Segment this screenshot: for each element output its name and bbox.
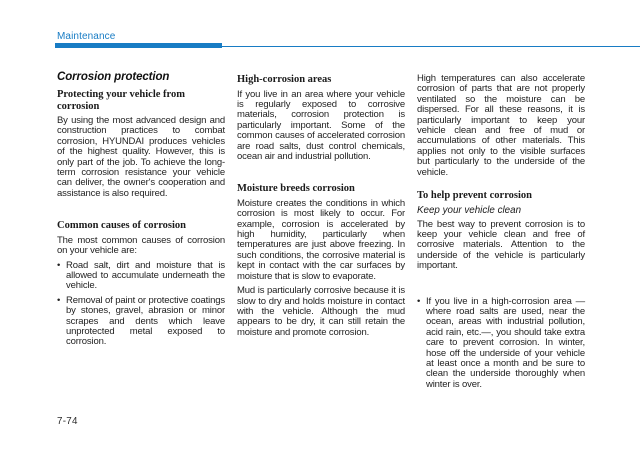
bullet-item: [417, 297, 585, 391]
paragraph: The best way to prevent corrosion is to keep your vehicle clean and free of corrosive materials. Attention to the underside of the vehicle is particularly important.: [417, 218, 585, 272]
page-number: 7-74: [57, 416, 78, 427]
section-heading-common-causes: Common causes of corrosion: [57, 220, 187, 232]
bullet-item: [57, 296, 225, 348]
paragraph: The most common causes of corrosion on your vehicle are:: [57, 234, 225, 257]
column-2: [237, 71, 405, 394]
column-1: [57, 71, 225, 394]
paragraph: High temperatures can also accelerate corrosion of parts that are not properly ventilated so the moisture can be dispersed. For all these reasons, it is particularly important to keep your vehicle clean and free of mud or accumulations of other materials. This applies not only to the visible surfaces but particularly to the underside of the vehicle.: [417, 73, 585, 178]
bullet-text: Removal of paint or protective coatings by stones, gravel, abrasion or minor scrapes and dents which leave unprotected metal exposed to corrosion.: [66, 294, 225, 348]
section-heading-moisture: Moisture breeds corrosion: [237, 183, 355, 195]
section-heading-prevent: To help prevent corrosion: [417, 190, 533, 202]
section-heading-protecting: Protecting your vehicle from corrosion: [57, 89, 186, 112]
paragraph: If you live in an area where your vehicle is regularly exposed to corrosive materials, corrosion protection is particularly important. Some of the common causes of accelerated corrosion are road salts, dust control chemicals, ocean air and industrial pollution.: [237, 88, 405, 162]
paragraph: Moisture creates the conditions in which corrosion is most likely to occur. For example, corrosion is accelerated by high humidity, particularly when temperatures are just above freezing. In such conditions, the corrosive material is kept in contact with the car surfaces by moisture that is slow to evaporate.: [237, 197, 405, 282]
page-columns: [57, 71, 585, 394]
header-accent-bar: [55, 43, 222, 48]
bullet-glyph: •: [57, 259, 61, 271]
bullet-text: Road salt, dirt and moisture that is allowed to accumulate underneath the vehicle.: [66, 259, 225, 292]
bullet-glyph: •: [417, 295, 421, 307]
bullet-glyph: •: [57, 294, 61, 306]
subsection-heading-keep-clean: Keep your vehicle clean: [417, 204, 522, 216]
bullet-list: [57, 261, 225, 348]
paragraph: Mud is particularly corrosive because it is slow to dry and holds moisture in contact with the vehicle. Although the mud appears to be dry, it can still retain the moisture and promote corrosion.: [237, 285, 405, 338]
header-rule-line: [222, 46, 640, 47]
paragraph: By using the most advanced design and construction practices to combat corrosion, HYUNDAI produces vehicles of the highest quality. However, this is only part of the job. To achieve the long-term corrosion resistance your vehicle can deliver, the owner's cooperation and assistance is also required.: [57, 115, 225, 199]
bullet-list: [417, 297, 585, 391]
column-3: [417, 71, 585, 394]
bullet-text: If you live in a high-corrosion area — where road salts are used, near the ocean, areas with industrial pollution, acid rain, etc.—, you should take extra care to prevent corrosion. In winter, hose off the underside of your vehicle at least once a month and be sure to clean the underside thoroughly when winter is over.: [426, 295, 585, 390]
bullet-item: [57, 261, 225, 292]
chapter-label: Maintenance: [57, 31, 116, 42]
article-title: Corrosion protection: [57, 71, 170, 83]
section-heading-high-corrosion: High-corrosion areas: [237, 74, 332, 85]
